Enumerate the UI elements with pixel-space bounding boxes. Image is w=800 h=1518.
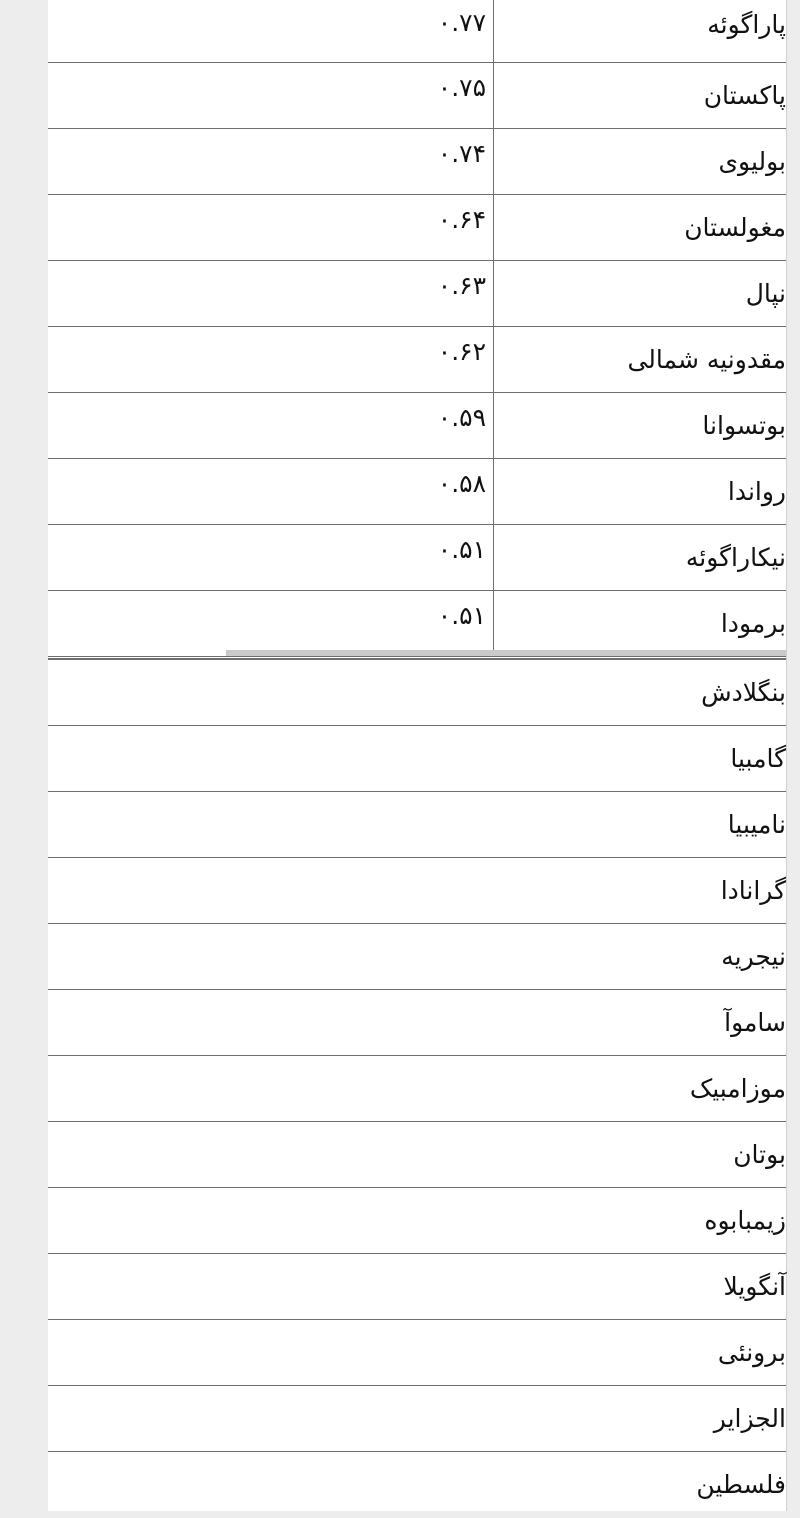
value-cell: ۰.۵۹: [437, 403, 486, 432]
page-right-edge: [786, 0, 800, 1511]
country-cell: برونئی: [717, 1338, 786, 1367]
table-row: [48, 990, 786, 1056]
country-value-table: [48, 0, 786, 657]
page-right-border: [786, 0, 787, 1511]
table-row: [48, 195, 786, 261]
value-cell: ۰.۵۸: [437, 469, 486, 498]
country-cell: آنگویلا: [723, 1272, 786, 1301]
country-list-table: [48, 658, 786, 1518]
table-row: [48, 0, 786, 63]
table-row: [48, 660, 786, 726]
value-cell: ۰.۶۲: [437, 337, 486, 366]
country-cell: گرانادا: [720, 876, 786, 905]
country-cell: فلسطین: [696, 1470, 786, 1499]
country-cell: نامیبیا: [727, 810, 786, 839]
country-cell: نیکاراگوئه: [493, 525, 786, 590]
table-row: [48, 525, 786, 591]
table-row: [48, 1254, 786, 1320]
table-row: [48, 858, 786, 924]
country-cell: رواندا: [493, 459, 786, 524]
country-cell: برمودا: [493, 591, 786, 656]
value-cell: ۰.۷۴: [437, 139, 486, 168]
value-cell: ۰.۶۳: [437, 271, 486, 300]
country-cell: ساموآ: [724, 1008, 786, 1037]
table-row: [48, 792, 786, 858]
table-row: [48, 393, 786, 459]
country-cell: گامبیا: [730, 744, 786, 773]
value-cell: ۰.۵۱: [437, 535, 486, 564]
country-cell: نپال: [493, 261, 786, 326]
table-row: [48, 1452, 786, 1518]
horizontal-scrollbar[interactable]: [226, 650, 786, 656]
table-row: [48, 129, 786, 195]
country-cell: بوتسوانا: [493, 393, 786, 458]
table-row: [48, 1188, 786, 1254]
value-cell: ۰.۷۷: [437, 8, 486, 37]
value-cell: ۰.۶۴: [437, 205, 486, 234]
country-cell: زیمبابوه: [704, 1206, 786, 1235]
table-row: [48, 327, 786, 393]
table-row: [48, 591, 786, 657]
country-cell: الجزایر: [713, 1404, 786, 1433]
country-cell: نیجریه: [721, 942, 786, 971]
table-row: [48, 1056, 786, 1122]
country-cell: بولیوی: [493, 129, 786, 194]
table-row: [48, 1386, 786, 1452]
value-cell: ۰.۷۵: [437, 73, 486, 102]
table-row: [48, 1122, 786, 1188]
country-cell: مغولستان: [493, 195, 786, 260]
country-cell: بنگلادش: [701, 678, 786, 707]
table-row: [48, 726, 786, 792]
table-row: [48, 63, 786, 129]
table-row: [48, 459, 786, 525]
country-cell: پاکستان: [493, 63, 786, 128]
country-cell: مقدونیه شمالی: [493, 327, 786, 392]
table-row: [48, 261, 786, 327]
value-cell: ۰.۵۱: [437, 601, 486, 630]
table-row: [48, 924, 786, 990]
country-cell: بوتان: [733, 1140, 786, 1169]
table-row: [48, 1320, 786, 1386]
country-cell: موزامبیک: [689, 1074, 786, 1103]
country-cell: پاراگوئه: [493, 0, 786, 62]
